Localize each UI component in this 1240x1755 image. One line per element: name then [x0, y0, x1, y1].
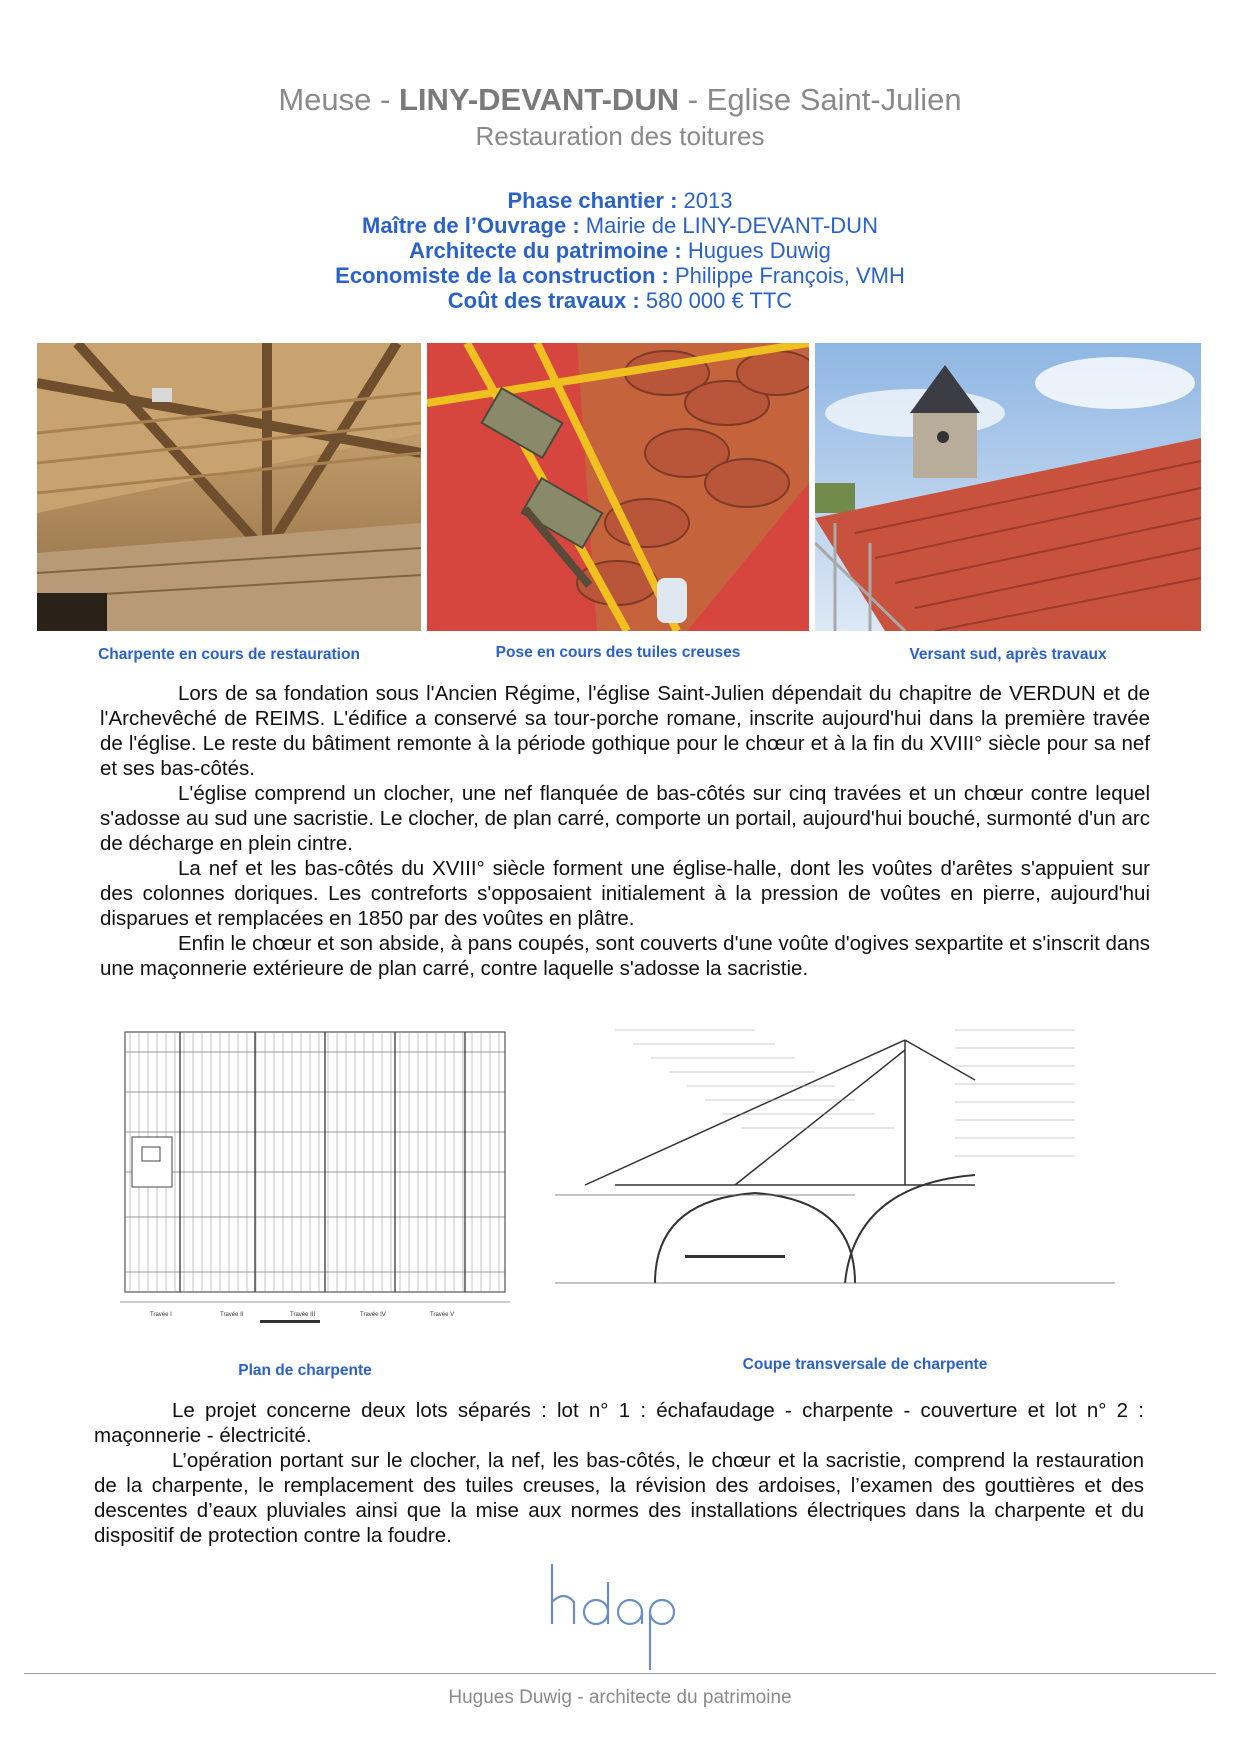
paragraph: L'église comprend un clocher, une nef flanquée de bas-côtés sur cinq travées et un chœur contre lequel s'adosse au sud une sacristie. Le clocher, de plan carré, comporte un portail, aujourd'hui bouché, surmonté d'un arc de décharge en plein cintre.	[100, 782, 1150, 855]
paragraph: Lors de sa fondation sous l'Ancien Régime, l'église Saint-Julien dépendait du chapitre de VERDUN et de l'Archevêché de REIMS. L'édifice a conservé sa tour-porche romane, inscrite aujourd'hui dans la première travée de l'église. Le reste du bâtiment remonte à la période gothique pour le chœur et à la fin du XVIII° siècle pour sa nef et ses bas-côtés.	[100, 682, 1150, 780]
coupe-charpente-figure	[555, 1025, 1115, 1287]
plan-charpente-figure	[120, 1022, 510, 1324]
travee-label: Travée IV	[360, 1312, 386, 1318]
travee-label: Travée V	[430, 1312, 455, 1318]
photo-tuiles	[427, 343, 809, 631]
photo-versant	[815, 343, 1201, 631]
page-subtitle: Restauration des toitures	[475, 121, 765, 151]
info-phase: Phase chantier : 2013	[507, 188, 733, 213]
scale-bar	[685, 1255, 785, 1258]
plan-caption: Plan de charpente	[238, 1362, 372, 1379]
travee-label: Travée II	[220, 1312, 244, 1318]
paragraph: La nef et les bas-côtés du XVIII° siècle forment une église-halle, dont les voûtes d'arêtes s'appuient sur des colonnes doriques. Les contreforts s'opposaient initialement à la pression de voûtes en pierre, aujourd'hui disparues et remplacées en 1850 par des voûtes en plâtre.	[100, 857, 1150, 930]
hdap-logo	[540, 1562, 680, 1672]
project-info	[0, 188, 1240, 313]
project-text	[94, 1398, 1144, 1548]
page-title: Meuse - LINY-DEVANT-DUN - Eglise Saint-Julien	[278, 82, 962, 117]
info-cout: Coût des travaux : 580 000 € TTC	[447, 288, 793, 313]
coupe-caption: Coupe transversale de charpente	[742, 1356, 988, 1373]
footer-text: Hugues Duwig - architecte du patrimoine	[448, 1687, 792, 1708]
travee-label: Travée I	[150, 1312, 172, 1318]
travee-label: Travée III	[290, 1312, 316, 1318]
info-maitre-ouvrage: Maître de l’Ouvrage : Mairie de LINY-DEVANT-DUN	[362, 213, 878, 238]
caption-tuiles: Pose en cours des tuiles creuses	[495, 644, 741, 661]
paragraph: Enfin le chœur et son abside, à pans coupés, sont couverts d'une voûte d'ogives sexpartite et s'inscrit dans une maçonnerie extérieure de plan carré, contre laquelle s'adosse la sacristie.	[100, 932, 1150, 980]
footer-divider	[24, 1673, 1216, 1674]
caption-versant: Versant sud, après travaux	[909, 646, 1107, 663]
paragraph: L’opération portant sur le clocher, la nef, les bas-côtés, le chœur et la sacristie, comprend la restauration de la charpente, le remplacement des tuiles creuses, la révision des ardoises, l’examen des gouttières et des descentes d’eaux pluviales ainsi que la mise aux normes des installations électriques dans la charpente et du dispositif de protection contre la foudre.	[94, 1449, 1144, 1547]
paragraph: Le projet concerne deux lots séparés : lot n° 1 : échafaudage - charpente - couverture et lot n° 2 : maçonnerie - électricité.	[94, 1399, 1144, 1447]
description-text	[100, 681, 1150, 981]
photo-charpente	[37, 343, 421, 631]
info-economiste: Economiste de la construction : Philippe François, VMH	[335, 263, 905, 288]
caption-charpente: Charpente en cours de restauration	[98, 646, 360, 663]
info-architecte: Architecte du patrimoine : Hugues Duwig	[409, 238, 831, 263]
scale-bar	[260, 1320, 320, 1323]
